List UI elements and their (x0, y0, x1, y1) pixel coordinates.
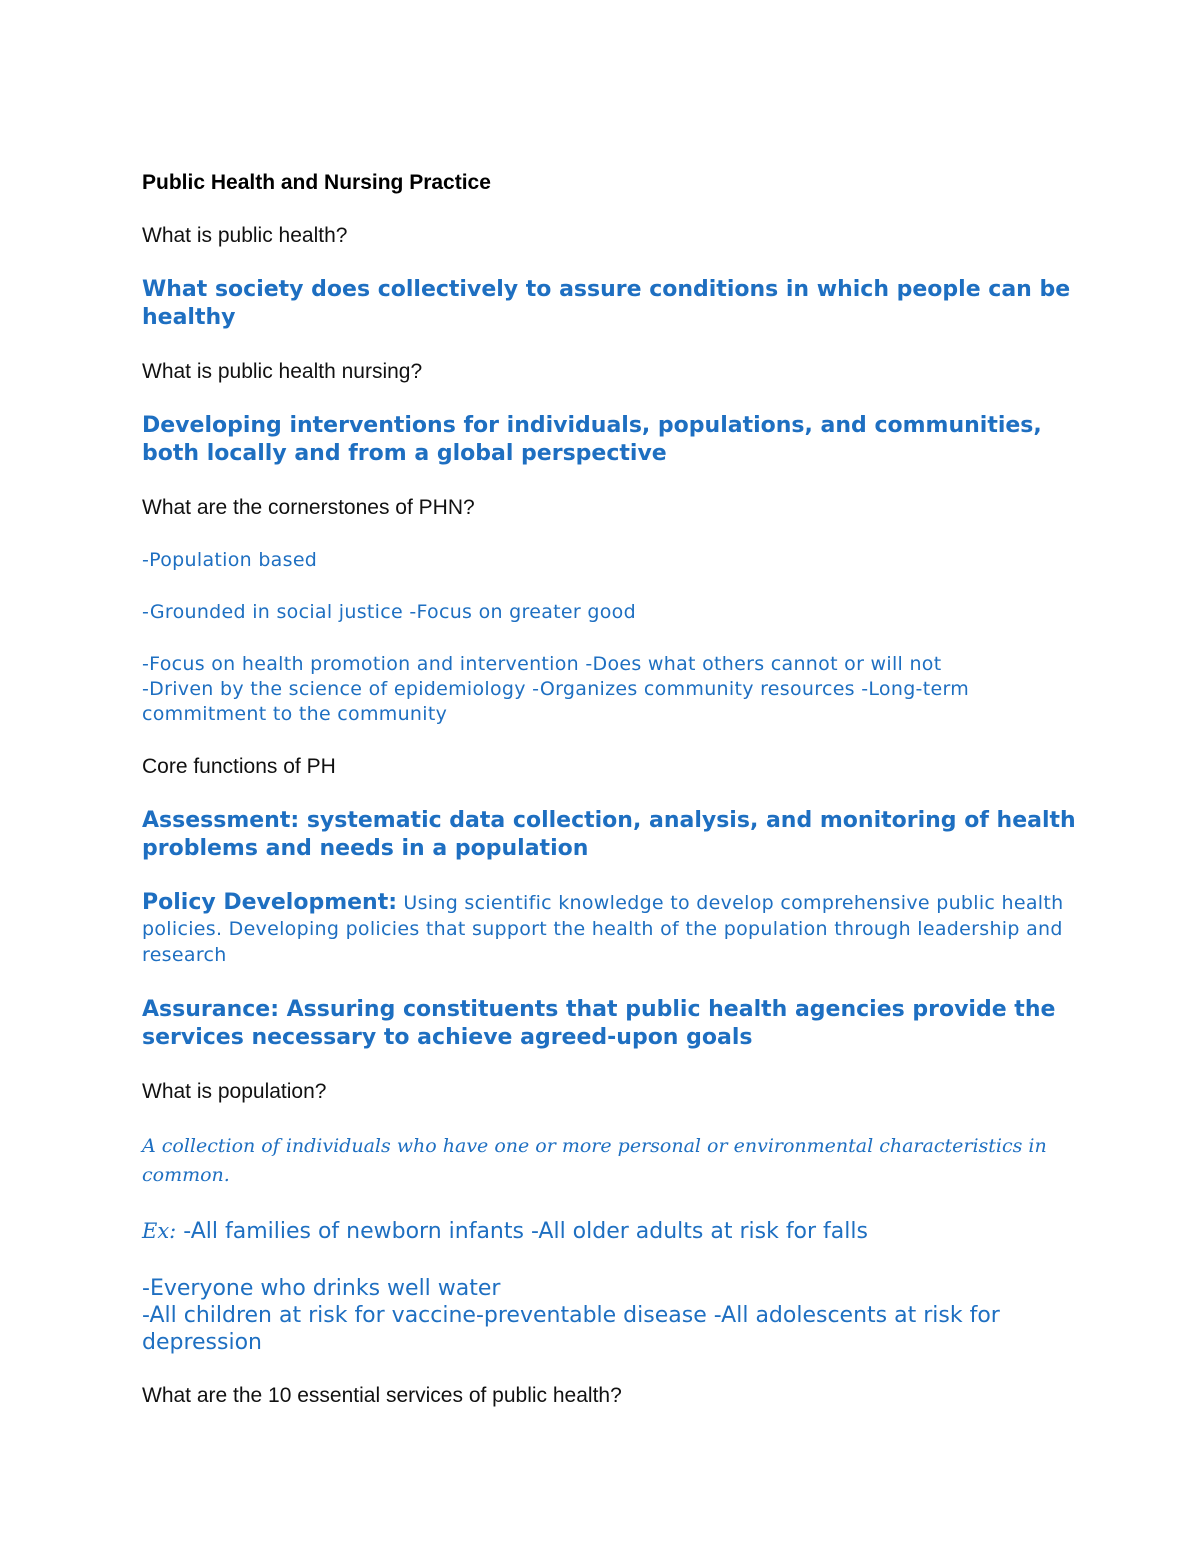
assurance-label: Assurance (142, 997, 271, 1022)
policy-text: Using scientific knowledge to develop comprehensive public health policies. Developing policies that support the health of the population through leadership and research (142, 892, 1064, 966)
assurance-text: : Assuring constituents that public health agencies provide the services necessary to achieve agreed-upon goals (142, 997, 1056, 1050)
core-function-assurance (142, 996, 1077, 1052)
question-core-functions: Core functions of PH (142, 755, 336, 778)
example-line: -All children at risk for vaccine-preventable disease -All adolescents at risk for depression (142, 1303, 1000, 1355)
question-cornerstones: What are the cornerstones of PHN? (142, 496, 475, 519)
cornerstone-social-justice: -Grounded in social justice -Focus on greater good (142, 601, 636, 623)
example-line: -Everyone who drinks well water (142, 1276, 501, 1301)
cornerstone-population-based: -Population based (142, 549, 318, 571)
population-examples-more (142, 1275, 1077, 1356)
examples-label: Ex: (142, 1219, 177, 1243)
policy-label: Policy Development: (142, 890, 398, 915)
cornerstone-line: -Driven by the science of epidemiology -Organizes community resources -Long-term (142, 678, 970, 700)
core-function-assessment (142, 807, 1077, 863)
assessment-text: systematic data collection, analysis, and monitoring of health problems and needs in a population (142, 808, 1076, 861)
question-public-health: What is public health? (142, 224, 348, 247)
cornerstone-line: -Focus on health promotion and intervention -Does what others cannot or will not (142, 653, 942, 675)
document-title: Public Health and Nursing Practice (142, 171, 491, 194)
answer-public-health: What society does collectively to assure conditions in which people can be healthy (142, 277, 1071, 330)
question-population: What is population? (142, 1080, 327, 1103)
examples-text: -All families of newborn infants -All older adults at risk for falls (176, 1219, 868, 1244)
question-essential-services: What are the 10 essential services of public health? (142, 1384, 622, 1407)
answer-public-health-nursing: Developing interventions for individuals, populations, and communities, both locally and from a global perspective (142, 413, 1042, 466)
answer-population: A collection of individuals who have one or more personal or environmental characteristics in common. (142, 1135, 1047, 1186)
document-page (142, 170, 1077, 1436)
assessment-label: Assessment: (142, 808, 300, 833)
cornerstone-line: commitment to the community (142, 703, 448, 725)
core-function-policy (142, 890, 1077, 969)
cornerstone-list (142, 652, 1077, 727)
population-examples (142, 1217, 1077, 1248)
question-public-health-nursing: What is public health nursing? (142, 360, 423, 383)
